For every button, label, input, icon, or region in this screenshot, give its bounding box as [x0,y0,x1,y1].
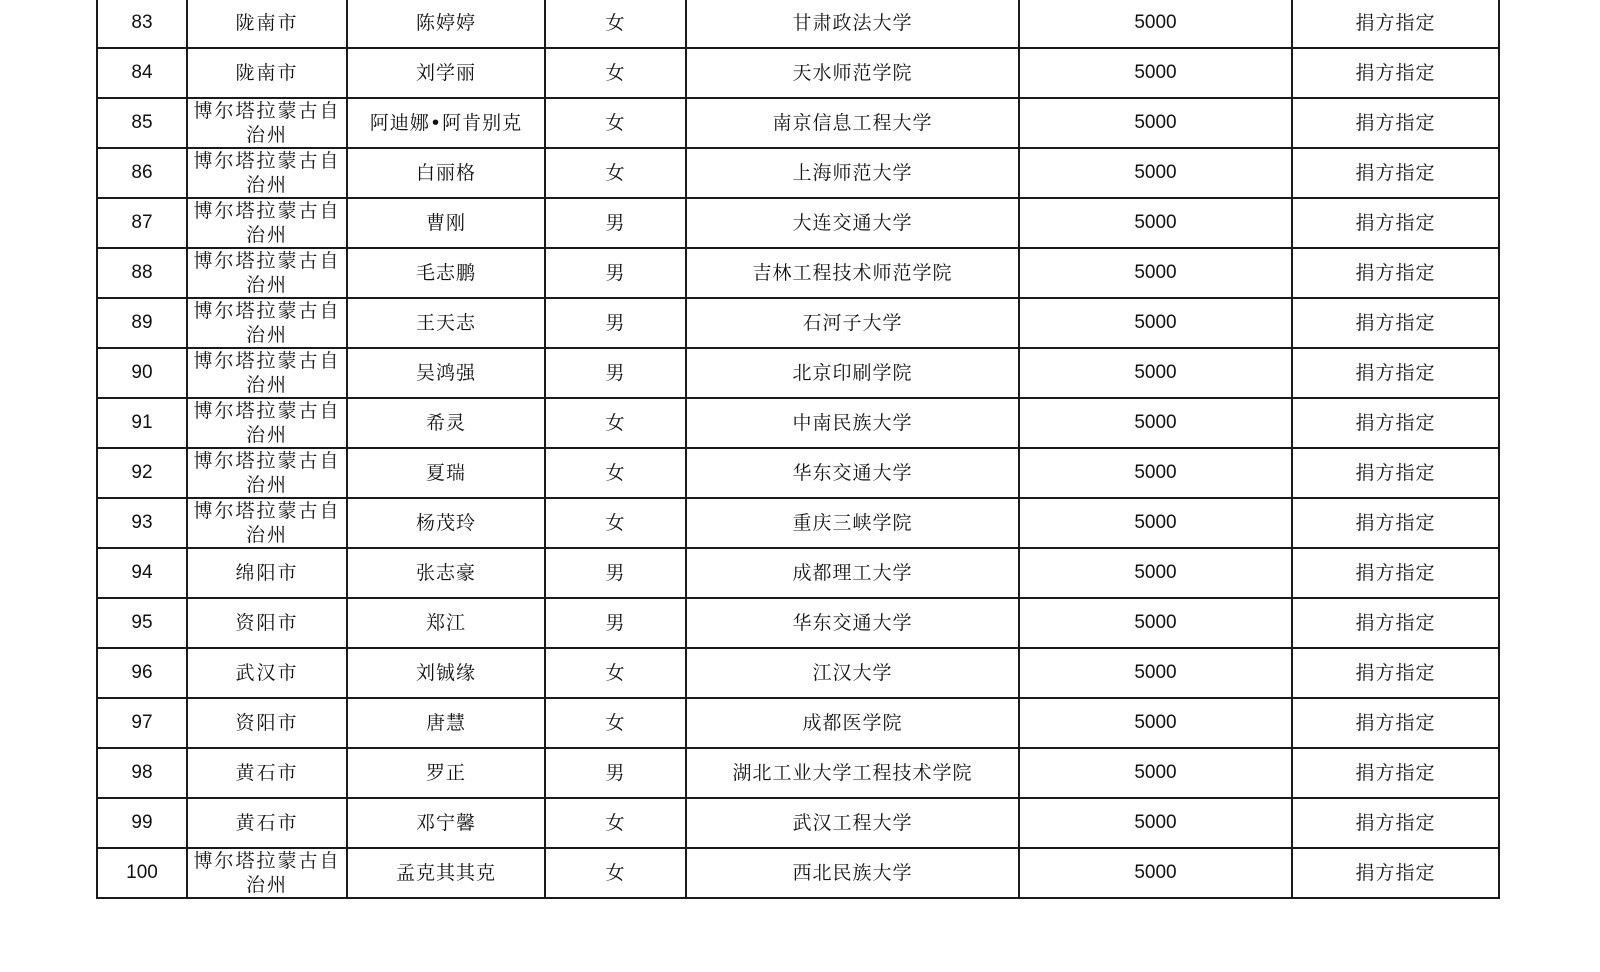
table-row [97,398,1499,448]
table-row [97,698,1499,748]
cell-school: 上海师范大学 [686,148,1019,198]
cell-serial-number: 89 [97,298,187,348]
cell-remark: 捐方指定 [1292,348,1499,398]
table-row [97,448,1499,498]
cell-recipient-name: 白丽格 [347,148,545,198]
table-body [97,0,1499,898]
cell-serial-number: 83 [97,0,187,48]
cell-gender: 女 [545,98,686,148]
cell-amount: 5000 [1019,748,1292,798]
cell-region: 资阳市 [187,698,347,748]
cell-gender: 女 [545,448,686,498]
cell-serial-number: 91 [97,398,187,448]
table-row [97,848,1499,898]
cell-region: 武汉市 [187,648,347,698]
table-row [97,148,1499,198]
cell-region: 博尔塔拉蒙古自治州 [187,248,347,298]
cell-remark: 捐方指定 [1292,148,1499,198]
cell-region: 博尔塔拉蒙古自治州 [187,148,347,198]
cell-recipient-name: 毛志鹏 [347,248,545,298]
cell-school: 中南民族大学 [686,398,1019,448]
cell-amount: 5000 [1019,598,1292,648]
table-row [97,798,1499,848]
cell-serial-number: 96 [97,648,187,698]
cell-gender: 女 [545,0,686,48]
cell-gender: 男 [545,748,686,798]
table-row [97,548,1499,598]
cell-remark: 捐方指定 [1292,298,1499,348]
cell-gender: 女 [545,648,686,698]
cell-school: 天水师范学院 [686,48,1019,98]
table-row [97,598,1499,648]
cell-recipient-name: 夏瑞 [347,448,545,498]
table-row [97,48,1499,98]
cell-gender: 男 [545,298,686,348]
cell-region: 博尔塔拉蒙古自治州 [187,398,347,448]
cell-recipient-name: 王天志 [347,298,545,348]
cell-school: 成都理工大学 [686,548,1019,598]
cell-gender: 女 [545,698,686,748]
cell-region: 博尔塔拉蒙古自治州 [187,498,347,548]
cell-serial-number: 97 [97,698,187,748]
table-row [97,98,1499,148]
cell-remark: 捐方指定 [1292,448,1499,498]
table-row [97,0,1499,48]
cell-recipient-name: 阿迪娜•阿肯别克 [347,98,545,148]
cell-school: 大连交通大学 [686,198,1019,248]
cell-amount: 5000 [1019,798,1292,848]
cell-gender: 女 [545,398,686,448]
cell-serial-number: 87 [97,198,187,248]
cell-remark: 捐方指定 [1292,648,1499,698]
cell-recipient-name: 陈婷婷 [347,0,545,48]
cell-amount: 5000 [1019,198,1292,248]
cell-remark: 捐方指定 [1292,398,1499,448]
cell-remark: 捐方指定 [1292,848,1499,898]
cell-remark: 捐方指定 [1292,798,1499,848]
cell-serial-number: 88 [97,248,187,298]
cell-serial-number: 90 [97,348,187,398]
cell-remark: 捐方指定 [1292,248,1499,298]
table-row [97,248,1499,298]
cell-school: 武汉工程大学 [686,798,1019,848]
cell-serial-number: 85 [97,98,187,148]
cell-school: 甘肃政法大学 [686,0,1019,48]
cell-region: 博尔塔拉蒙古自治州 [187,448,347,498]
cell-recipient-name: 刘学丽 [347,48,545,98]
cell-school: 华东交通大学 [686,448,1019,498]
cell-amount: 5000 [1019,0,1292,48]
cell-recipient-name: 张志豪 [347,548,545,598]
cell-gender: 男 [545,248,686,298]
cell-serial-number: 99 [97,798,187,848]
recipient-table-page [96,0,1498,899]
cell-region: 黄石市 [187,798,347,848]
cell-amount: 5000 [1019,548,1292,598]
cell-recipient-name: 唐慧 [347,698,545,748]
cell-recipient-name: 曹刚 [347,198,545,248]
cell-remark: 捐方指定 [1292,498,1499,548]
cell-remark: 捐方指定 [1292,48,1499,98]
cell-amount: 5000 [1019,398,1292,448]
cell-region: 陇南市 [187,0,347,48]
cell-region: 资阳市 [187,598,347,648]
cell-remark: 捐方指定 [1292,548,1499,598]
cell-recipient-name: 刘铖缘 [347,648,545,698]
table-row [97,198,1499,248]
cell-gender: 男 [545,348,686,398]
cell-school: 西北民族大学 [686,848,1019,898]
cell-region: 博尔塔拉蒙古自治州 [187,848,347,898]
cell-recipient-name: 罗正 [347,748,545,798]
cell-school: 北京印刷学院 [686,348,1019,398]
cell-school: 石河子大学 [686,298,1019,348]
cell-recipient-name: 孟克其其克 [347,848,545,898]
cell-amount: 5000 [1019,148,1292,198]
cell-remark: 捐方指定 [1292,748,1499,798]
cell-recipient-name: 希灵 [347,398,545,448]
cell-school: 重庆三峡学院 [686,498,1019,548]
cell-remark: 捐方指定 [1292,198,1499,248]
cell-serial-number: 100 [97,848,187,898]
table-row [97,348,1499,398]
cell-region: 博尔塔拉蒙古自治州 [187,298,347,348]
cell-amount: 5000 [1019,248,1292,298]
cell-school: 成都医学院 [686,698,1019,748]
cell-remark: 捐方指定 [1292,98,1499,148]
cell-school: 吉林工程技术师范学院 [686,248,1019,298]
cell-gender: 男 [545,598,686,648]
cell-recipient-name: 吴鸿强 [347,348,545,398]
recipient-table [96,0,1500,899]
cell-amount: 5000 [1019,448,1292,498]
cell-amount: 5000 [1019,298,1292,348]
cell-amount: 5000 [1019,48,1292,98]
cell-amount: 5000 [1019,648,1292,698]
cell-gender: 女 [545,498,686,548]
table-row [97,648,1499,698]
cell-recipient-name: 杨茂玲 [347,498,545,548]
cell-amount: 5000 [1019,348,1292,398]
cell-serial-number: 84 [97,48,187,98]
cell-gender: 男 [545,548,686,598]
cell-region: 博尔塔拉蒙古自治州 [187,98,347,148]
cell-serial-number: 92 [97,448,187,498]
cell-region: 博尔塔拉蒙古自治州 [187,348,347,398]
cell-region: 绵阳市 [187,548,347,598]
cell-gender: 女 [545,148,686,198]
cell-gender: 女 [545,848,686,898]
cell-gender: 女 [545,798,686,848]
cell-serial-number: 95 [97,598,187,648]
cell-school: 江汉大学 [686,648,1019,698]
cell-serial-number: 94 [97,548,187,598]
cell-remark: 捐方指定 [1292,598,1499,648]
cell-serial-number: 93 [97,498,187,548]
table-row [97,498,1499,548]
cell-region: 博尔塔拉蒙古自治州 [187,198,347,248]
cell-serial-number: 98 [97,748,187,798]
cell-serial-number: 86 [97,148,187,198]
cell-school: 湖北工业大学工程技术学院 [686,748,1019,798]
cell-recipient-name: 郑江 [347,598,545,648]
cell-amount: 5000 [1019,98,1292,148]
cell-amount: 5000 [1019,698,1292,748]
cell-school: 南京信息工程大学 [686,98,1019,148]
table-row [97,748,1499,798]
cell-region: 陇南市 [187,48,347,98]
cell-gender: 男 [545,198,686,248]
cell-remark: 捐方指定 [1292,0,1499,48]
cell-gender: 女 [545,48,686,98]
cell-region: 黄石市 [187,748,347,798]
cell-remark: 捐方指定 [1292,698,1499,748]
table-row [97,298,1499,348]
cell-amount: 5000 [1019,498,1292,548]
cell-amount: 5000 [1019,848,1292,898]
cell-school: 华东交通大学 [686,598,1019,648]
cell-recipient-name: 邓宁馨 [347,798,545,848]
